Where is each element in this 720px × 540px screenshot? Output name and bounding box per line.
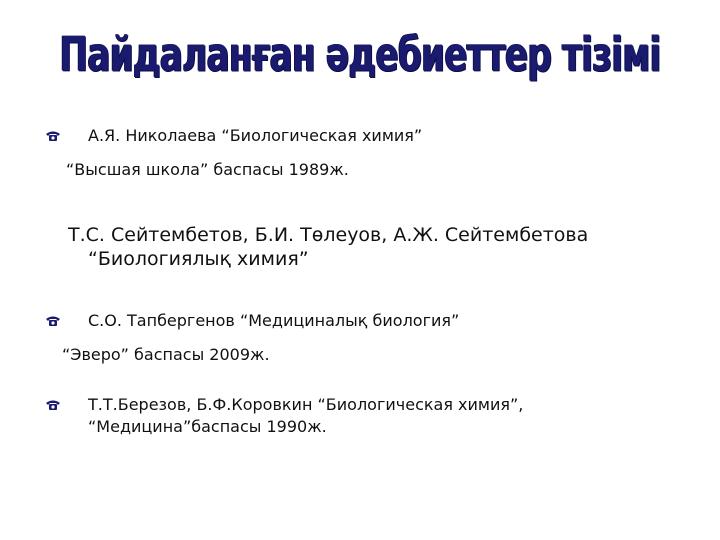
reference-line-3b: “Эверо” баспасы 2009ж.: [62, 345, 270, 364]
reference-line-2a: Т.С. Сейтембетов, Б.И. Төлеуов, А.Ж. Сейтембетова: [68, 224, 589, 246]
phone-icon: [44, 314, 62, 328]
reference-line-1a: А.Я. Николаева “Биологическая химия”: [88, 126, 423, 145]
phone-icon: [44, 129, 62, 143]
reference-line-4b: “Медицина”баспасы 1990ж.: [88, 417, 327, 436]
reference-line-3a: С.О. Тапбергенов “Медициналық биология”: [88, 311, 460, 330]
reference-line-4a: Т.Т.Березов, Б.Ф.Коровкин “Биологическая химия”,: [88, 395, 524, 414]
reference-line-2b: “Биологиялық химия”: [88, 248, 309, 270]
phone-icon: [44, 398, 62, 412]
reference-line-1b: “Высшая школа” баспасы 1989ж.: [66, 160, 349, 179]
slide-title: Пайдаланған әдебиеттер тізімі: [59, 28, 661, 83]
